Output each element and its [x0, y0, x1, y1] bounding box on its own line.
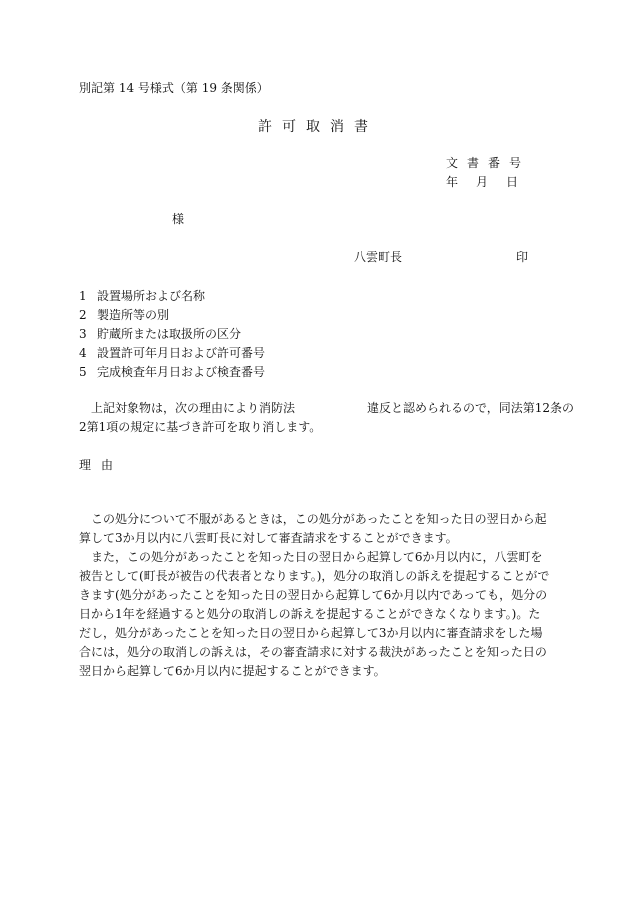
statement-line-1-end: 違反と認められるので，同法第12条の — [367, 401, 575, 415]
item-number: 3 — [79, 327, 87, 341]
reason-heading: 理由 — [79, 458, 124, 472]
notice-paragraph-2: また，この処分があったことを知った日の翌日から起算して6か月以内に，八雲町を被告として(町長が被告の代表者となります。)，処分の取消しの訴えを提起することができます(処分があったことを知った日の翌日から起算して6か月以内であっても，処分の日から1年を経過すると処分の取消しの訴えを提起することができなくなります。)。ただし，処分があったことを知った日の翌日から起算して3か月以内に審査請求をした場合には，処分の取消しの訴えは，その審査請求に対する裁決があったことを知った日の翌日から起算して6か月以内に提起することができます。 — [79, 550, 550, 678]
list-item — [79, 363, 265, 382]
list-item — [79, 306, 265, 325]
item-label: 貯蔵所または取扱所の区分 — [97, 327, 242, 341]
item-label: 設置許可年月日および許可番号 — [97, 346, 266, 360]
document-number-label: 文書番号 — [446, 156, 531, 170]
item-number: 4 — [79, 346, 87, 360]
notice-paragraph-1: この処分について不服があるときは，この処分があったことを知った日の翌日から起算して3か月以内に八雲町長に対して審査請求をすることができます。 — [79, 512, 547, 545]
statement-line-2: 2第1項の規定に基づき許可を取り消します。 — [79, 420, 322, 434]
item-number: 1 — [79, 289, 87, 303]
list-item — [79, 325, 265, 344]
item-label: 製造所等の別 — [97, 308, 170, 322]
form-number: 別記第 14 号様式（第 19 条関係） — [79, 81, 269, 95]
document-title: 許可取消書 — [258, 119, 378, 135]
addressee-suffix: 様 — [172, 212, 185, 226]
item-label: 設置場所および名称 — [97, 289, 206, 303]
facility-item-list — [79, 287, 265, 382]
seal-mark: 印 — [516, 250, 529, 264]
date-label: 年月日 — [446, 175, 537, 189]
item-number: 5 — [79, 365, 87, 379]
statement-line-1-start: 上記対象物は，次の理由により消防法 — [91, 401, 296, 415]
list-item — [79, 287, 265, 306]
item-number: 2 — [79, 308, 87, 322]
issuer-name: 八雲町長 — [354, 250, 403, 264]
appeal-notice — [79, 510, 551, 681]
statement-line-1 — [91, 402, 574, 414]
list-item — [79, 344, 265, 363]
item-label: 完成検査年月日および検査番号 — [97, 365, 266, 379]
